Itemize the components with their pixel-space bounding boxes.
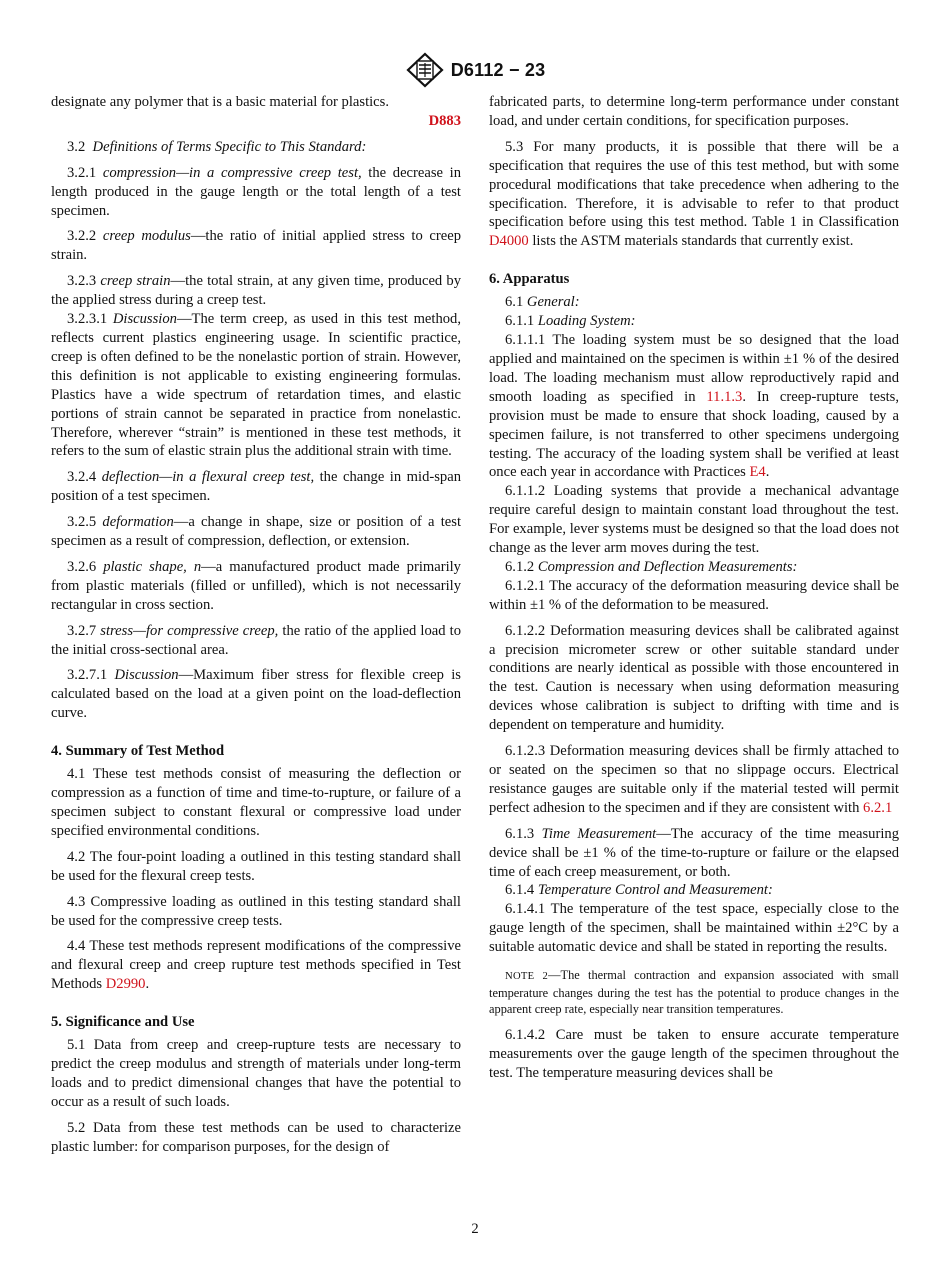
discussion-stress: 3.2.7.1 Discussion—Maximum fiber stress for flexible creep is calculated based on the load at a given point on the load-deflection curve.	[51, 667, 461, 722]
definition-deflection: 3.2.4 deflection—in a flexural creep test, the change in mid-span position of a test specimen.	[51, 469, 461, 505]
paragraph-5-2: 5.2 Data from these test methods can be used to characterize plastic lumber: for comparison purposes, for the design of	[51, 1119, 461, 1155]
ref-link-e4[interactable]: E4	[749, 464, 766, 481]
paragraph-4-4: 4.4 These test methods represent modifications of the compressive and flexural creep and creep rupture test methods specified in Test Methods D2990.	[51, 938, 461, 993]
heading-6-1-4: 6.1.4 Temperature Control and Measurement:	[505, 882, 773, 899]
paragraph-6-1-1-2: 6.1.1.2 Loading systems that provide a mechanical advantage require careful design to maintain constant load throughout the test. For example, lever systems must be designed so that the load does not change as the lever arm moves during the test.	[489, 483, 899, 557]
paragraph-6-1-3: 6.1.3 Time Measurement—The accuracy of the time measuring device shall be ±1 % of the time-to-rupture or failure or the elapsed time of each creep measurement, or both.	[489, 825, 899, 880]
definitions-heading: 3.2 Definitions of Terms Specific to This Standard:	[67, 138, 367, 155]
paragraph-6-1-2-1: 6.1.2.1 The accuracy of the deformation measuring device shall be within ±1 % of the deformation to be measured.	[489, 577, 899, 613]
discussion-creep: 3.2.3.1 Discussion—The term creep, as used in this test method, reflects current plastics engineering usage. In scientific practice, creep is often defined to be the nonelastic portion of strain. However, this definition is not applicable to existing engineering formulas. Plastics have a wide spectrum of retardation times, and elastic portions of strain cannot be separated in practice from nonelastic. Therefore, wherever “strain” is mentioned in these test methods, it refers to the sum of elastic strain plus the additional strain with time.	[51, 311, 462, 460]
paragraph-4-1: 4.1 These test methods consist of measuring the deflection or compression as a function of time and time-to-rupture, or failure of a specimen subject to constant flexural or compressive load under specified environmental conditions.	[51, 766, 461, 839]
definition-deformation: 3.2.5 deformation—a change in shape, size or position of a test specimen as a result of compression, deflection, or extension.	[51, 514, 462, 550]
section-6-heading: 6. Apparatus	[489, 271, 570, 288]
astm-logo-icon	[405, 52, 445, 88]
paragraph-6-1-2-3: 6.1.2.3 Deformation measuring devices shall be firmly attached to or seated on the specimen so that no slippage occurs. Electrical resistance gauges are suitable only if the material tested will permit perfect adhesion to the specimen and if they are consistent with 6.2.1	[489, 743, 899, 816]
paragraph-4-3: 4.3 Compressive loading as outlined in this testing standard shall be used for the compressive creep tests.	[51, 893, 461, 929]
definition-compression: 3.2.1 compression—in a compressive creep test, the decrease in length produced in the gauge length or the total length of a test specimen.	[51, 164, 461, 219]
left-column	[51, 93, 461, 1157]
ref-link-6-2-1[interactable]: 6.2.1	[863, 799, 893, 816]
document-code: D6112 − 23	[450, 59, 546, 80]
heading-6-1-2: 6.1.2 Compression and Deflection Measurements:	[505, 558, 798, 575]
heading-6-1-1: 6.1.1 Loading System:	[505, 313, 636, 330]
ref-link-d883[interactable]: D883	[428, 112, 461, 129]
paragraph-6-1-2-2: 6.1.2.2 Deformation measuring devices shall be calibrated against a precision micrometer screw or other suitable standard under conditions are nearly identical as possible with those encountered in the test. Caution is necessary when using deformation measuring devices whose calibration is subject to drifting with time and is dependent on temperature and humidity.	[489, 622, 899, 734]
right-column	[489, 93, 899, 1083]
ref-link-d2990[interactable]: D2990	[105, 976, 146, 993]
definition-creep-strain: 3.2.3 creep strain—the total strain, at any given time, produced by the applied stress during a creep test.	[51, 273, 462, 309]
note-label: NOTE 2	[505, 971, 549, 983]
paragraph-5-1: 5.1 Data from creep and creep-rupture tests are necessary to predict the creep modulus and strength of materials under long-term loads and to predict dimensional changes that have the potential to occur as a result of such loads.	[51, 1037, 461, 1110]
note-2: NOTE 2—The thermal contraction and expansion associated with small temperature changes during the test has the potential to produce changes in the apparent creep rate, especially near transition temperatures.	[489, 968, 899, 1017]
ref-link-11-1-3[interactable]: 11.1.3	[706, 388, 743, 405]
page-number: 2	[471, 1221, 479, 1237]
page-header	[0, 52, 950, 88]
paragraph-5-3: 5.3 For many products, it is possible that there will be a specification that requires the use of this test method, but with some procedural modifications that take precedence when adhering to the specification. Therefore, it is advisable to refer to that product specification before using this test method. Table 1 in Classification D4000 lists the ASTM materials standards that currently exist.	[489, 138, 899, 250]
section-4-heading: 4. Summary of Test Method	[51, 743, 225, 760]
section-5-heading: 5. Significance and Use	[51, 1014, 195, 1031]
ref-link-d4000[interactable]: D4000	[489, 233, 529, 250]
paragraph-6-1-4-1: 6.1.4.1 The temperature of the test space, especially close to the gauge length of the specimen, shall be maintained within ±2°C by a suitable automatic device and shall be stated in reporting the results.	[489, 901, 899, 956]
paragraph-definition-end: designate any polymer that is a basic material for plastics.	[51, 94, 389, 110]
paragraph-6-1-1-1: 6.1.1.1 The loading system must be so designed that the load applied and maintained on the specimen is within ±1 % of the desired load. The loading mechanism must allow reproductively rapid and smooth loading as specified in 11.1.3. In creep-rupture tests, provision must be made to ensure that shock loading, caused by a specimen failure, is not transferred to other specimens undergoing testing. The accuracy of the loading system shall be verified at least once each year in accordance with Practices E4.	[489, 332, 899, 481]
heading-6-1: 6.1 General:	[505, 294, 580, 311]
paragraph-5-2-continued: fabricated parts, to determine long-term performance under constant load, and under certain conditions, for specification purposes.	[489, 94, 899, 129]
definition-plastic-shape: 3.2.6 plastic shape, n—a manufactured product made primarily from plastic materials (filled or unfilled), which is not necessarily rectangular in cross section.	[51, 558, 461, 613]
paragraph-6-1-4-2: 6.1.4.2 Care must be taken to ensure accurate temperature measurements over the gauge length of the specimen throughout the test. The temperature measuring devices shall be	[489, 1027, 899, 1081]
definition-stress: 3.2.7 stress—for compressive creep, the ratio of the applied load to the initial cross-sectional area.	[51, 622, 462, 658]
paragraph-4-2: 4.2 The four-point loading a outlined in this testing standard shall be used for the flexural creep tests.	[51, 848, 461, 884]
definition-creep-modulus: 3.2.2 creep modulus—the ratio of initial applied stress to creep strain.	[51, 228, 461, 264]
